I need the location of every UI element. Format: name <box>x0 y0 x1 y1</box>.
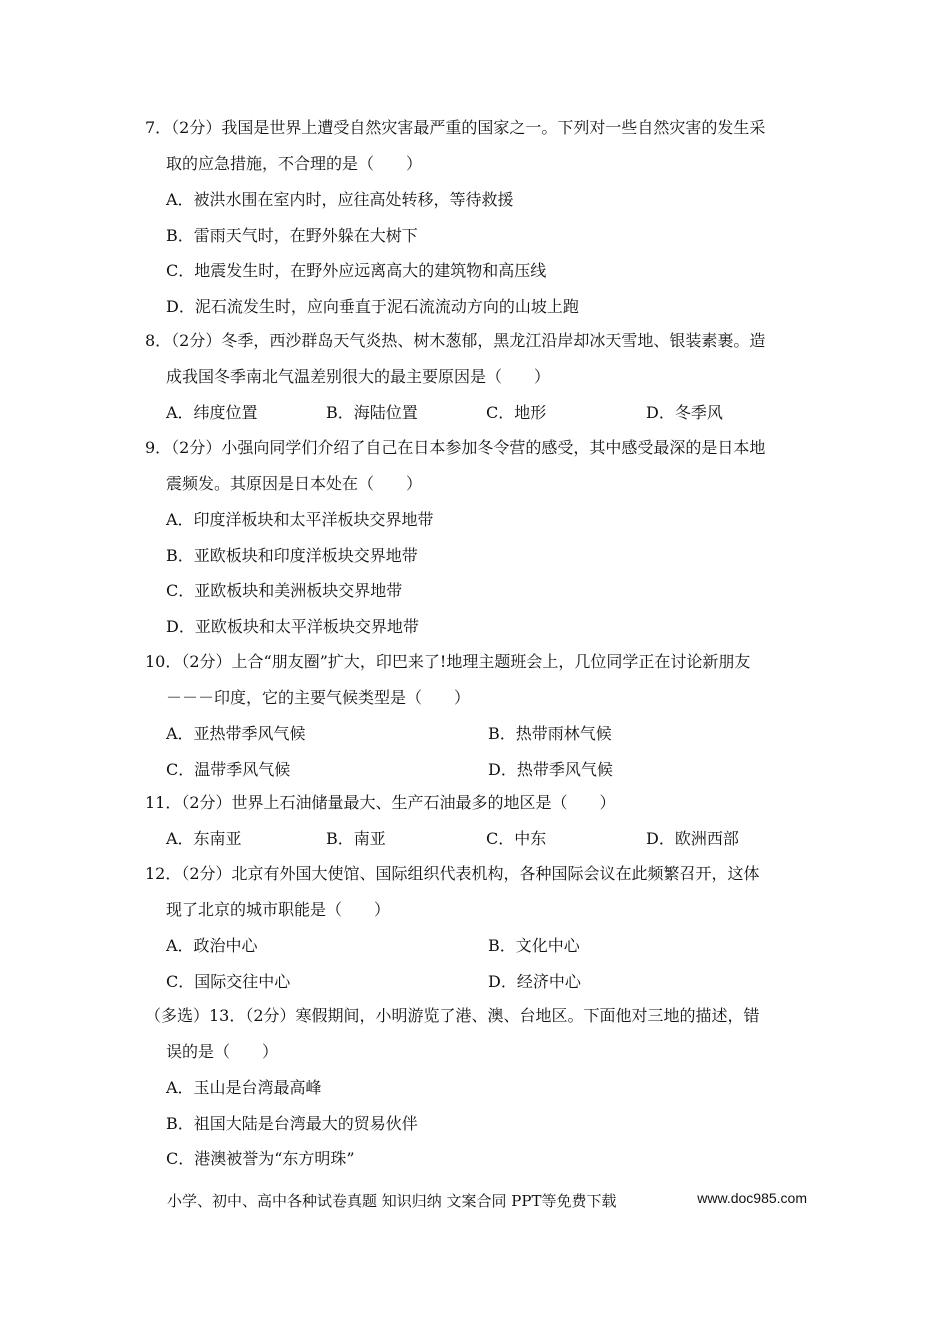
question-7 <box>145 110 810 324</box>
option-d: D．欧洲西部 <box>646 829 739 848</box>
question-13 <box>145 998 810 1177</box>
option-b: B．雷雨天气时，在野外躲在大树下 <box>166 225 418 245</box>
question-stem: 7．（2分）我国是世界上遭受自然灾害最严重的国家之一。下列对一些自然灾害的发生采 取的应急措施，不合理的是（ ） <box>145 118 766 173</box>
option-b: B．祖国大陆是台湾最大的贸易伙伴 <box>166 1113 418 1133</box>
question-stem: 8．（2分）冬季，西沙群岛天气炎热、树木葱郁，黑龙江沿岸却冰天雪地、银装素裹。造 成我国冬季南北气温差别很大的最主要原因是（ ） <box>145 331 766 386</box>
option-b: B．海陆位置 <box>326 403 418 422</box>
options-row <box>145 716 810 752</box>
option-d: D．亚欧板块和太平洋板块交界地带 <box>166 616 419 636</box>
options-row <box>145 964 810 1000</box>
question-9 <box>145 430 810 644</box>
option-a: A．被洪水围在室内时，应往高处转移，等待救援 <box>166 190 514 209</box>
option-b: B．文化中心 <box>488 936 580 955</box>
question-stem: 12．（2分）北京有外国大使馆、国际组织代表机构，各种国际会议在此频繁召开，这体 现了北京的城市职能是（ ） <box>145 864 760 919</box>
option-b: B．亚欧板块和印度洋板块交界地带 <box>166 545 418 565</box>
page-footer <box>167 1190 807 1211</box>
option-a: A．玉山是台湾最高峰 <box>166 1078 322 1097</box>
question-stem: 9．（2分）小强向同学们介绍了自己在日本参加冬令营的感受，其中感受最深的是日本地 震频发。其原因是日本处在（ ） <box>145 438 766 493</box>
question-stem: （多选）13．（2分）寒假期间，小明游览了港、澳、台地区。下面他对三地的描述，错 误的是（ ） <box>145 1006 760 1061</box>
question-10 <box>145 644 810 787</box>
option-c: C．港澳被誉为“东方明珠” <box>166 1149 355 1168</box>
option-c: C．地形 <box>486 403 547 422</box>
option-c: C．中东 <box>486 829 547 848</box>
question-11 <box>145 785 810 857</box>
footer-text: 小学、初中、高中各种试卷真题 知识归纳 文案合同 PPT等免费下载 <box>167 1192 617 1210</box>
option-b: B．热带雨林气候 <box>488 724 612 743</box>
option-d: D．热带季风气候 <box>488 759 613 779</box>
option-a: A．政治中心 <box>166 936 258 955</box>
question-stem: 10．（2分）上合“朋友圈”扩大，印巴来了!地理主题班会上，几位同学正在讨论新朋友 －－－印度，它的主要气候类型是（ ） <box>145 652 751 707</box>
options-row <box>145 821 810 857</box>
option-a: A．印度洋板块和太平洋板块交界地带 <box>166 510 434 529</box>
option-b: B．南亚 <box>326 829 386 848</box>
option-c: C．国际交往中心 <box>166 971 291 991</box>
footer-site-link[interactable]: www.doc985.com <box>697 1190 807 1206</box>
options-row <box>145 752 810 788</box>
option-d: D．经济中心 <box>488 971 581 991</box>
option-d: D．冬季风 <box>646 403 723 422</box>
question-8 <box>145 323 810 431</box>
option-c: C．亚欧板块和美洲板块交界地带 <box>166 581 403 600</box>
option-a: A．东南亚 <box>166 829 242 848</box>
options-row <box>145 928 810 964</box>
option-a: A．亚热带季风气候 <box>166 724 306 743</box>
option-d: D．泥石流发生时，应向垂直于泥石流流动方向的山坡上跑 <box>166 296 579 316</box>
option-c: C．温带季风气候 <box>166 759 291 779</box>
option-a: A．纬度位置 <box>166 403 258 422</box>
question-12 <box>145 856 810 999</box>
options-row <box>145 395 810 431</box>
option-c: C．地震发生时，在野外应远离高大的建筑物和高压线 <box>166 261 547 280</box>
question-stem: 11．（2分）世界上石油储量最大、生产石油最多的地区是（ ） <box>145 793 616 812</box>
